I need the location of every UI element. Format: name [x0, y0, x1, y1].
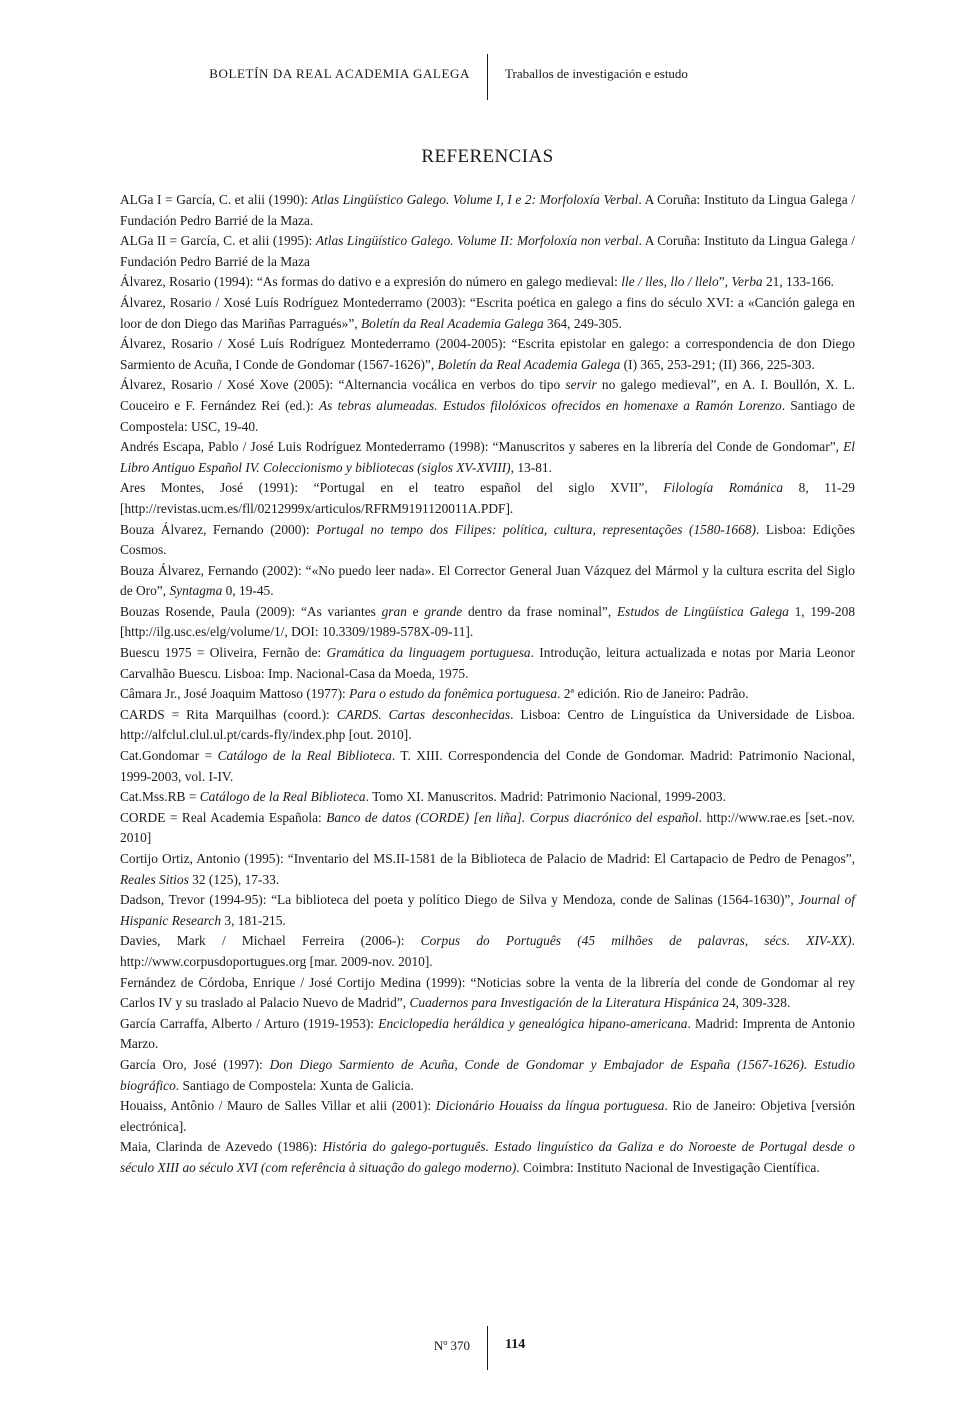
reference-text: e [406, 603, 425, 619]
reference-title: Boletín da Real Academia Galega [437, 356, 621, 372]
reference-entry [120, 561, 855, 602]
reference-title: Cuadernos para Investigación de la Literatura Hispánica [409, 995, 719, 1011]
reference-title: Reales Sitios [120, 871, 189, 887]
reference-text: . Madrid: Imprenta de Antonio Marzo. [120, 1015, 855, 1052]
reference-text: Álvarez, Rosario / Xosé Xove (2005): “Alternancia vocálica en verbos do tipo [120, 377, 566, 393]
reference-entry [120, 334, 855, 375]
reference-text: Cortijo Ortiz, Antonio (1995): “Inventario del MS.II-1581 de la Biblioteca de Palacio de Madrid: El Cartapacio de Pedro de Penagos”, [120, 851, 855, 866]
reference-text: (I) 365, 253-291; (II) 366, 225-303. [620, 356, 815, 372]
reference-text: García Oro, José (1997): [120, 1056, 270, 1072]
reference-title: lle / lles, llo / llelo [621, 274, 719, 290]
page-footer [0, 1326, 975, 1370]
reference-text: CARDS = Rita Marquilhas (coord.): [120, 706, 337, 722]
reference-title: CARDS. Cartas desconhecidas [336, 706, 511, 722]
reference-title: As tebras alumeadas. Estudos filolóxicos ofrecidos en homenaxe a Ramón Lorenzo [318, 397, 782, 413]
reference-text: 3, 181-215. [221, 912, 286, 928]
reference-title: Corpus do Português (45 milhões de palavras, sécs. XIV-XX) [420, 933, 852, 949]
reference-text: Álvarez, Rosario / Xosé Luís Rodríguez Montederramo (2004-2005): “Escrita epistolar en galego: a correspondencia de don Diego Sarmiento de Acuña, I Conde de Gondomar (1567-1626)”, [120, 336, 855, 372]
reference-text: . A Coruña: Instituto da Lingua Galega / Fundación Pedro Barrié de la Maza. [120, 192, 855, 228]
reference-text: dentro da frase nominal”, [462, 603, 617, 619]
reference-title: grande [424, 603, 463, 619]
reference-entry [120, 1137, 855, 1178]
reference-text: no galego medieval”, en A. I. Boullón, X. L. Couceiro e F. Fernández Rei (ed.): [120, 377, 855, 413]
reference-title: Journal of Hispanic Research [120, 892, 855, 928]
reference-entry [120, 293, 855, 334]
reference-title: Atlas Lingüístico Galego. Volume II: Morfoloxía non verbal [315, 233, 639, 249]
reference-text: Bouzas Rosende, Paula (2009): “As variantes [120, 603, 382, 619]
header-divider [487, 54, 488, 100]
reference-text: . Rio de Janeiro: Objetiva [versión electrónica]. [120, 1098, 856, 1134]
reference-entry [120, 231, 855, 272]
reference-text: . A Coruña: Instituto da Lingua Galega / Fundación Pedro Barrié de la Maza [120, 233, 855, 269]
reference-text: Buescu 1975 = Oliveira, Fernão de: [120, 645, 327, 661]
reference-title: Atlas Lingüístico Galego. Volume I, I e 2: Morfoloxía Verbal [311, 192, 639, 207]
reference-title: Portugal no tempo dos Filipes: política, cultura, representações (1580-1668) [316, 521, 756, 537]
reference-entry [120, 520, 855, 561]
reference-entry [120, 684, 855, 705]
reference-text: 24, 309-328. [718, 995, 791, 1011]
reference-entry [120, 272, 855, 293]
reference-title: Catálogo de la Real Biblioteca [217, 748, 392, 764]
reference-title: servir [565, 377, 597, 393]
reference-entry [120, 478, 855, 519]
reference-entry [120, 1096, 855, 1137]
reference-text: , 13-81. [510, 459, 552, 475]
reference-title: Filología Románica [663, 480, 784, 496]
reference-text: Andrés Escapa, Pablo / José Luis Rodríguez Montederramo (1998): “Manuscritos y saberes en la librería del Conde de Gondomar”, [120, 439, 844, 455]
reference-text: Cat.Mss.RB = [120, 789, 200, 805]
page-header [0, 54, 975, 100]
reference-title: Boletín da Real Academia Galega [360, 315, 544, 331]
reference-entry [120, 643, 855, 684]
reference-text: 1, 199-208 [http://ilg.usc.es/elg/volume/1/, DOI: 10.3309/1989-578X-09-11]. [120, 603, 856, 640]
reference-entry [120, 746, 855, 787]
reference-text: ALGa I = García, C. et alii (1990): [120, 192, 312, 207]
reference-text: ALGa II = García, C. et alii (1995): [120, 233, 316, 249]
reference-entry [120, 787, 855, 808]
reference-title: Don Diego Sarmiento de Acuña, Conde de Gondomar y Embajador de España (1567-1626). Estudio biográfico [120, 1056, 855, 1093]
reference-text: . Santiago de Compostela: USC, 19-40. [120, 397, 856, 434]
reference-entry [120, 190, 855, 231]
reference-text: Álvarez, Rosario / Xosé Luís Rodríguez Montederramo (2003): “Escrita poética en galego a fins do século XVI: a «Canción galega en loor de don Diego das Mariñas Parragués»”, [120, 294, 855, 331]
reference-text: . Coimbra: Instituto Nacional de Investigação Científica. [516, 1159, 820, 1175]
reference-text: . Lisboa: Centro de Linguística da Universidade de Lisboa. http://alfclul.clul.ul.pt/cards-fly/index.php [out. 2010]. [120, 706, 855, 743]
reference-title: História do galego-português. Estado linguístico da Galiza e do Noroeste de Portugal desde o século XIII ao século XVI (com referência à situação do galego moderno) [120, 1139, 855, 1175]
reference-text: 21, 133-166. [762, 274, 835, 290]
reference-list [120, 190, 855, 1179]
reference-text: . http://www.corpusdoportugues.org [mar. 2009-nov. 2010]. [120, 933, 855, 969]
reference-entry [120, 1014, 855, 1055]
reference-entry [120, 931, 855, 972]
footer-divider [487, 1326, 488, 1370]
reference-title: Gramática da linguagem portuguesa [326, 645, 531, 661]
reference-text: 364, 249-305. [543, 315, 622, 331]
reference-text: Ares Montes, José (1991): “Portugal en el teatro español del siglo XVII”, [120, 480, 664, 496]
reference-text: Davies, Mark / Michael Ferreira (2006-): [120, 933, 421, 949]
reference-text: Bouza Álvarez, Fernando (2000): [120, 521, 317, 537]
reference-entry [120, 808, 855, 849]
reference-entry [120, 602, 855, 643]
reference-text: García Carraffa, Alberto / Arturo (1919-1953): [120, 1015, 379, 1031]
reference-text: . Santiago de Compostela: Xunta de Galicia. [175, 1077, 414, 1093]
reference-title: Para o estudo da fonêmica portuguesa [349, 686, 558, 702]
reference-entry [120, 1055, 855, 1096]
reference-entry [120, 973, 855, 1014]
reference-entry [120, 437, 855, 478]
reference-text: . http://www.rae.es [set.-nov. 2010] [120, 809, 855, 846]
reference-title: Banco de datos (CORDE) [en liña]. Corpus diacrónico del español [326, 809, 699, 825]
reference-entry [120, 375, 855, 437]
journal-title: BOLETÍN DA REAL ACADEMIA GALEGA [209, 66, 470, 81]
reference-text: 32 (125), 17-33. [188, 871, 280, 887]
reference-text: Bouza Álvarez, Fernando (2002): “«No puedo leer nada». El Corrector General Juan Vázquez del Mármol y la cultura escrita del Siglo de Oro”, [120, 562, 855, 599]
reference-text: Dadson, Trevor (1994-95): “La biblioteca del poeta y político Diego de Silva y Mendoza, conde de Salinas (1564-1630)”, [120, 892, 799, 908]
reference-title: Verba [731, 274, 763, 290]
reference-text: . Introdução, leitura actualizada e notas por Maria Leonor Carvalhão Buescu. Lisboa: Imp. Nacional-Casa da Moeda, 1975. [120, 645, 856, 681]
reference-text: Álvarez, Rosario (1994): “As formas do dativo e a expresión do número en galego medieval: [120, 274, 622, 290]
reference-text: . Lisboa: Edições Cosmos. [120, 521, 855, 558]
reference-title: gran [381, 603, 407, 619]
reference-text: Cat.Gondomar = [120, 748, 218, 764]
reference-entry [120, 890, 855, 931]
reference-entry [120, 705, 855, 746]
reference-text: . 2ª edición. Rio de Janeiro: Padrão. [557, 686, 749, 702]
reference-text: CORDE = Real Academia Española: [120, 809, 327, 825]
reference-title: El Libro Antiguo Español IV. Coleccionismo y bibliotecas (siglos XV-XVIII) [120, 439, 855, 475]
reference-text: . Tomo XI. Manuscritos. Madrid: Patrimonio Nacional, 1999-2003. [365, 789, 726, 805]
reference-text: ”, [718, 274, 732, 290]
reference-title: Enciclopedia heráldica y genealógica hipano-americana [378, 1015, 688, 1031]
reference-title: Catálogo de la Real Biblioteca [199, 789, 366, 805]
reference-text: Câmara Jr., José Joaquim Mattoso (1977): [120, 686, 350, 702]
reference-text: . T. XIII. Correspondencia del Conde de Gondomar. Madrid: Patrimonio Nacional, 1999-2003, vol. I-IV. [120, 748, 855, 784]
reference-entry [120, 849, 855, 890]
page-number: 114 [505, 1337, 526, 1352]
reference-text: 0, 19-45. [222, 583, 274, 599]
reference-title: Estudos de Lingüística Galega [616, 603, 789, 619]
references-heading: REFERENCIAS [421, 146, 554, 167]
issue-number: Nº 370 [433, 1338, 470, 1353]
reference-text: 8, 11-29 [http://revistas.ucm.es/fll/0212999x/articulos/RFRM9191120011A.PDF]. [120, 480, 855, 516]
reference-text: Maia, Clarinda de Azevedo (1986): [120, 1139, 323, 1155]
reference-text: Houaiss, Antônio / Mauro de Salles Villar et alii (2001): [120, 1098, 436, 1114]
reference-title: Syntagma [169, 583, 223, 599]
reference-title: Dicionário Houaiss da língua portuguesa [435, 1098, 665, 1114]
reference-text: Fernández de Córdoba, Enrique / José Cortijo Medina (1999): “Noticias sobre la venta de la librería del conde de Gondomar al rey Carlos IV y su traslado al Palacio Nuevo de Madrid”, [120, 974, 855, 1011]
section-title: Traballos de investigación e estudo [505, 66, 688, 81]
